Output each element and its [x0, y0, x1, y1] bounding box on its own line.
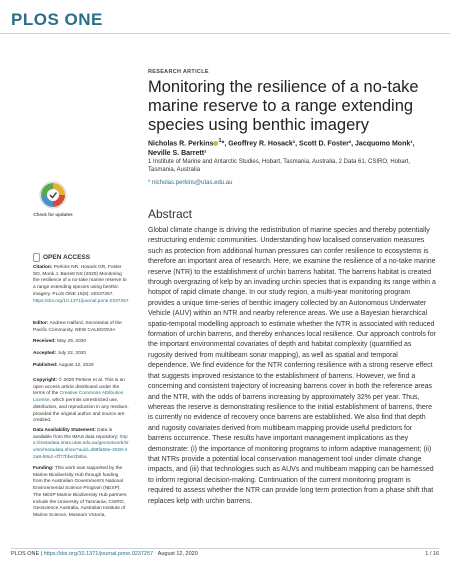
footer-journal: PLOS ONE — [11, 551, 40, 557]
citation-block — [33, 265, 129, 305]
accepted-date: July 22, 2020 — [57, 351, 87, 356]
other-authors: *, Geoffrey R. Hosack², Scott D. Foster², Jacquomo Monk¹, Neville S. Barrett¹ — [148, 140, 415, 157]
funding-label: Funding: — [33, 466, 54, 471]
first-author-affil: 1 — [218, 138, 222, 144]
copyright-block — [33, 378, 129, 425]
received-label: Received: — [33, 339, 56, 344]
citation-text: Perkins NR, Hosack GR, Foster SD, Monk J, Barrett NS (2020) Monitoring the resilience of a no-take marine reserve to a range extending species using benthic imagery. PLoS ONE 15(8): e0237257. — [33, 265, 127, 297]
published-date: August 12, 2020 — [58, 363, 94, 368]
footer-divider — [11, 548, 439, 549]
funding-block — [33, 466, 129, 520]
data-repository-link[interactable]: https://metadata.imas.utas.edu.au/geonetwork/srv/en/metadata.show?uuid=d99fa55e-2028-42a8-b8a2-cff77bbe2b8ba. — [33, 434, 129, 460]
article-title: Monitoring the resilience of a no-take marine reserve to a range extending species using benthic imagery — [148, 78, 419, 134]
accepted-label: Accepted: — [33, 351, 57, 356]
open-access-text: OPEN ACCESS — [43, 254, 91, 262]
editor-label: Editor: — [33, 321, 49, 326]
editor-block — [33, 321, 129, 334]
citation-label: Citation: — [33, 265, 53, 270]
accepted-block — [33, 351, 129, 358]
first-author[interactable]: Nicholas R. Perkins — [148, 140, 214, 148]
open-lock-icon — [33, 253, 40, 262]
footer-doi-link[interactable]: https://doi.org/10.1371/journal.pone.0237257 — [43, 551, 154, 557]
copyright-text-end: , which permits unrestricted use, distribution, and reproduction in any medium, provided the original author and source are credited. — [33, 398, 129, 424]
page-number: 1 / 16 — [425, 551, 439, 557]
abstract-heading: Abstract — [148, 207, 193, 221]
journal-logo: PLOS ONE — [11, 10, 103, 29]
published-label: Published: — [33, 363, 58, 368]
article-type: RESEARCH ARTICLE — [148, 69, 209, 75]
received-block — [33, 339, 129, 346]
editor-text: Andrew Halford, Secretariat of the Pacific Community, NEW CALEDONIA — [33, 321, 122, 333]
affiliations: 1 Institute of Marine and Antarctic Studies, Hobart, Tasmania, Australia, 2 Data 61, CSIRO, Hobart, Tasmania, Australia — [148, 159, 411, 173]
citation-doi-link[interactable]: https://doi.org/10.1371/journal.pone.0237257 — [33, 298, 129, 304]
open-access-label — [33, 253, 90, 262]
copyright-label: Copyright: — [33, 378, 58, 383]
published-block — [33, 363, 129, 370]
check-for-updates-label[interactable]: Check for updates — [33, 212, 73, 217]
data-availability-label: Data Availability Statement: — [33, 428, 96, 433]
copyright-text: © 2020 Perkins et al. This is an open access article distributed under the terms of the — [33, 378, 125, 397]
footer-date: August 12, 2020 — [157, 551, 198, 557]
data-availability-text: Data is available from the IMAS data repository: — [33, 428, 119, 440]
author-list — [148, 137, 438, 158]
funding-text: This work was supported by the Marine Biodiversity Hub through funding from the Australian Government's National Environmental Science Program (NESP). The NESP Marine Biodiversity Hub partners include the University of Tasmania; CSIRO, Geoscience Australia, Australian Institute of Marine Science, Museum Victoria, — [33, 466, 127, 518]
cc-license-link[interactable]: Creative Commons Attribution License — [33, 391, 124, 404]
corresponding-email[interactable]: * nicholas.perkins@utas.edu.au — [148, 180, 233, 186]
header-divider — [0, 33, 450, 34]
page-footer — [11, 551, 198, 557]
footer-separator: | — [39, 551, 44, 557]
abstract-text: Global climate change is driving the redistribution of marine species and thereby potentially restructuring endemic communities. Understanding how localised conservation measures such as protection from additional human pressures can confer resilience to ecosystems is therefore an important area of research. Here, we examine the resilience of a no-take marine reserve (NTR) to the establishment of urchin barrens habitat. The barrens habitat is created through overgrazing of kelp by an invading urchin species that is expanding its range within a hotspot of rapid climate change. In our study region, a multi-year monitoring program provides a unique time-series of benthic imagery collected by an Autonomous Underwater Vehicle (AUV) within an NTR and nearby reference areas. We use a Bayesian hierarchical spatio-temporal modelling approach to estimate whether the NTR is associated with reduced formation of urchin barrens, and thereby enhances local resilience. Our approach controls for the important environmental covariates of depth and habitat complexity (quantified as rugosity derived from multibeam sonar mapping), as well as spatial and temporal dependence. We find evidence for the NTR conferring resilience with a strong reserve effect that suggests improved resistance to the establishment of barrens. However, we find a concerning and consistent trajectory of increasing barrens cover in both the reference areas and the NTR, with the odds of barrens increasing by approximately 32% per year. Thus, whereas the reserve is demonstrating resilience to the initial establishment of barrens, there is currently no evidence of recovery once barrens are established. We also find that depth and rugosity covariates derived from multibeam mapping provide useful predictors for barrens occurrence. These results have important management implications as they demonstrate: (i) the importance of monitoring programs to inform adaptive management; (ii) that NTRs provide a potential local conservation management tool under climate change impacts, and (iii) that technologies such as AUVs and multibeam mapping can be harnessed to inform regional decision-making. Continuation of the current monitoring program is required to assess whether the NTR can provide long term protection from a phase shift that replaces kelp with urchin barrens. — [148, 227, 436, 505]
received-date: May 29, 2020 — [57, 339, 87, 344]
data-availability-block — [33, 428, 129, 462]
